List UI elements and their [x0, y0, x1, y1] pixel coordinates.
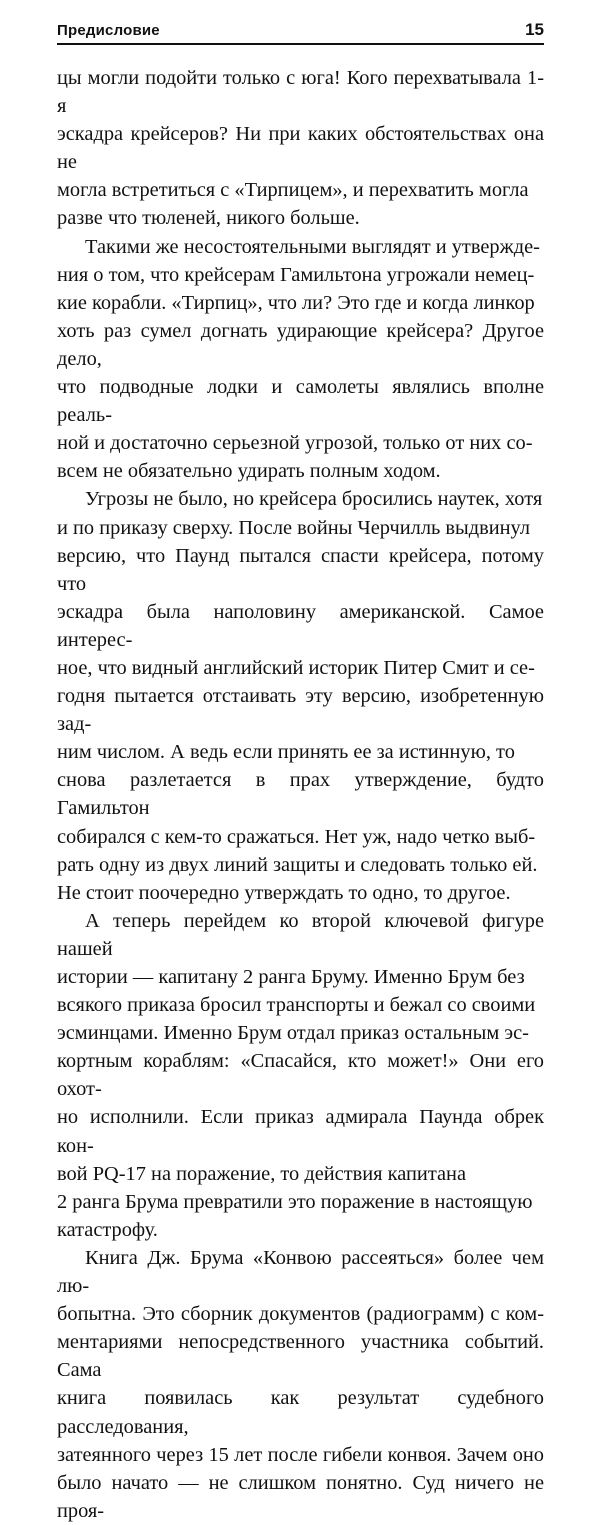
- text-line: затеянного через 15 лет после гибели конвоя. Зачем оно: [57, 1443, 544, 1466]
- text-line: версию, что Паунд пытался спасти крейсера, потому что: [57, 544, 544, 595]
- text-line: могла встретиться с «Тирпицем», и перехватить могла: [57, 179, 529, 202]
- text-line: ной и достаточно серьезной угрозой, только от них со-: [57, 432, 533, 455]
- paragraph: [57, 907, 544, 1244]
- text-line: эсминцами. Именно Брум отдал приказ остальным эс-: [57, 1022, 529, 1045]
- text-line: было начато — не слишком понятно. Суд ничего не проя-: [57, 1471, 544, 1522]
- text-line: хоть раз сумел догнать удирающие крейсера? Другое дело,: [57, 319, 544, 370]
- text-line: книга появилась как результат судебного расследования,: [57, 1387, 544, 1438]
- text-line: Книга Дж. Брума «Конвою рассеяться» более чем лю-: [57, 1246, 544, 1298]
- text-line: ментариями непосредственного участника событий. Сама: [57, 1331, 544, 1382]
- text-line: снова разлетается в прах утверждение, будто Гамильтон: [57, 769, 544, 820]
- text-line: всем не обязательно удирать полным ходом.: [57, 460, 441, 483]
- text-line: Такими же несостоятельными выглядят и утвержде-: [85, 235, 540, 258]
- text-line: собирался с кем-то сражаться. Нет уж, надо четко выб-: [57, 825, 536, 848]
- running-head: [57, 14, 544, 44]
- text-line: разве что тюленей, никого больше.: [57, 207, 360, 230]
- text-line: но исполнили. Если приказ адмирала Паунда обрек кон-: [57, 1106, 544, 1157]
- text-line: Угрозы не было, но крейсера бросились наутек, хотя: [85, 488, 543, 511]
- text-line: кортным кораблям: «Спасайся, кто может!» Они его охот-: [57, 1050, 544, 1101]
- text-line: 2 ранга Брума превратили это поражение в настоящую: [57, 1190, 533, 1213]
- text-line: истории — капитану 2 ранга Бруму. Именно Брум без: [57, 966, 525, 988]
- text-line: ним числом. А ведь если принять ее за истинную, то: [57, 741, 515, 764]
- text-line: эскадра крейсеров? Ни при каких обстоятельствах она не: [57, 123, 544, 174]
- paragraph: [57, 485, 544, 906]
- text-line: вой PQ-17 на поражение, то действия капитана: [57, 1162, 467, 1185]
- text-line: цы могли подойти только с юга! Кого перехватывала 1-я: [57, 67, 544, 118]
- text-line: что подводные лодки и самолеты являлись вполне реаль-: [57, 376, 544, 427]
- text-line: ное, что видный английский историк Питер Смит и се-: [57, 656, 535, 679]
- page-number: 15: [525, 20, 544, 39]
- body-text: [57, 64, 544, 1525]
- header-rule: [57, 43, 544, 45]
- text-line: Не стоит поочередно утверждать то одно, то другое.: [57, 881, 511, 904]
- paragraph: [57, 1244, 544, 1525]
- text-line: годня пытается отстаивать эту версию, изобретенную зад-: [57, 685, 544, 736]
- text-line: А теперь перейдем ко второй ключевой фигуре нашей: [57, 909, 544, 960]
- text-line: эскадра была наполовину американской. Самое интерес-: [57, 600, 544, 651]
- text-line: кие корабли. «Тирпиц», что ли? Это где и когда линкор: [57, 291, 535, 314]
- text-line: катастрофу.: [57, 1218, 158, 1241]
- paragraph: [57, 64, 544, 233]
- text-line: и по приказу сверху. После войны Черчилль выдвинул: [57, 516, 531, 539]
- paragraph: [57, 233, 544, 486]
- text-line: всякого приказа бросил транспорты и бежал со своими: [57, 994, 536, 1017]
- text-line: рать одну из двух линий защиты и следовать только ей.: [57, 853, 538, 876]
- section-title: Предисловие: [57, 22, 160, 39]
- text-line: ния о том, что крейсерам Гамильтона угрожали немец-: [57, 263, 535, 286]
- text-line: бопытна. Это сборник документов (радиограмм) с ком-: [57, 1303, 544, 1326]
